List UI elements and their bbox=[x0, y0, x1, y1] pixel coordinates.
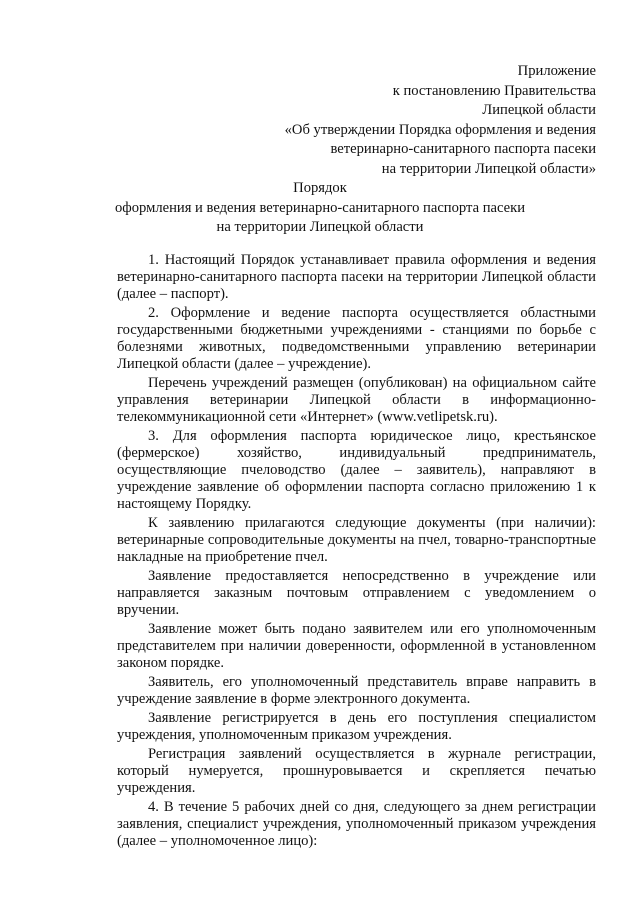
paragraph: 3. Для оформления паспорта юридическое лицо, крестьянское (фермерское) хозяйство, индивидуальный предприниматель, осуществляющие пчеловодство (далее – заявитель), направляют в учреждение заявление об оформлении паспорта согласно приложению 1 к настоящему Порядку. bbox=[117, 428, 596, 512]
paragraph: Заявление может быть подано заявителем или его уполномоченным представителем при наличии доверенности, оформленной в установленном законом порядке. bbox=[117, 621, 596, 671]
paragraph: 1. Настоящий Порядок устанавливает правила оформления и ведения ветеринарно-санитарного паспорта пасеки на территории Липецкой области (далее – паспорт). bbox=[117, 252, 596, 302]
document-heading bbox=[100, 179, 540, 238]
document-body bbox=[117, 252, 596, 850]
paragraph: 4. В течение 5 рабочих дней со дня, следующего за днем регистрации заявления, специалист учреждения, уполномоченный приказом учреждения (далее – уполномоченное лицо): bbox=[117, 799, 596, 849]
paragraph: Заявление предоставляется непосредственно в учреждение или направляется заказным почтовым отправлением с уведомлением о вручении. bbox=[117, 568, 596, 618]
appendix-line: Липецкой области bbox=[482, 102, 596, 119]
paragraph: 2. Оформление и ведение паспорта осуществляется областными государственными бюджетными учреждениями - станциями по борьбе с болезнями животных, подведомственными управлению ветеринарии Липецкой области (далее – учреждение). bbox=[117, 305, 596, 372]
paragraph: Заявитель, его уполномоченный представитель вправе направить в учреждение заявление в форме электронного документа. bbox=[117, 674, 596, 707]
appendix-line: Приложение bbox=[517, 63, 596, 79]
paragraph: К заявлению прилагаются следующие документы (при наличии): ветеринарные сопроводительные документы на пчел, товарно-транспортные накладные на приобретение пчел. bbox=[117, 515, 596, 565]
document-title: Порядок bbox=[293, 180, 347, 196]
appendix-line: «Об утверждении Порядка оформления и ведения bbox=[284, 121, 596, 138]
appendix-line: к постановлению Правительства bbox=[392, 82, 596, 99]
paragraph: Заявление регистрируется в день его поступления специалистом учреждения, уполномоченным приказом учреждения. bbox=[117, 710, 596, 743]
document-subtitle-line: на территории Липецкой области bbox=[216, 219, 424, 235]
document-subtitle-line: оформления и ведения ветеринарно-санитарного паспорта пасеки bbox=[114, 199, 526, 216]
paragraph: Перечень учреждений размещен (опубликован) на официальном сайте управления ветеринарии Липецкой области в информационно-телекоммуникационной сети «Интернет» (www.vetlipetsk.ru). bbox=[117, 375, 596, 425]
appendix-header bbox=[260, 62, 596, 180]
appendix-line: ветеринарно-санитарного паспорта пасеки bbox=[330, 141, 596, 158]
paragraph: Регистрация заявлений осуществляется в журнале регистрации, который нумеруется, прошнуровывается и скрепляется печатью учреждения. bbox=[117, 746, 596, 796]
appendix-line: на территории Липецкой области» bbox=[381, 160, 596, 177]
